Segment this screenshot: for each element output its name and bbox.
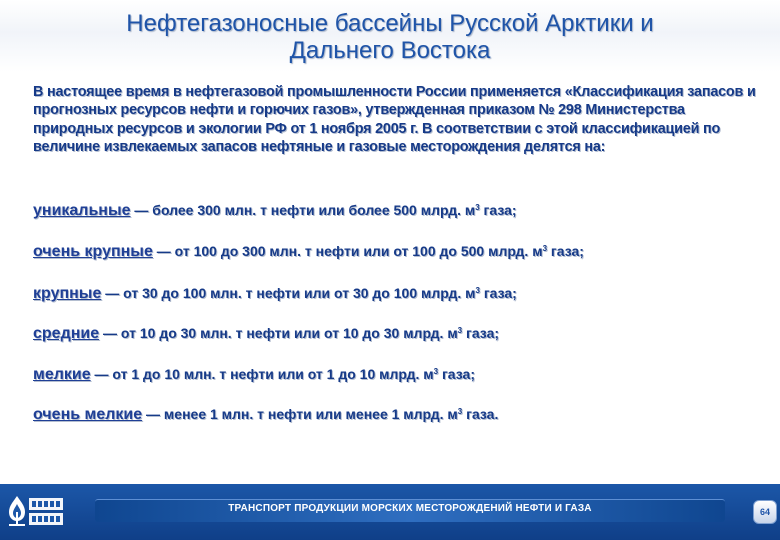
category-term: крупные <box>33 285 102 302</box>
category-very-small <box>33 403 768 424</box>
category-tail: газа; <box>479 285 517 301</box>
category-sup: 3 <box>542 244 548 253</box>
category-desc: — более 300 млн. т нефти или более 500 млрд. м <box>130 202 476 218</box>
category-sup: 3 <box>457 407 463 416</box>
flame-icon <box>9 496 25 526</box>
category-sup: 3 <box>433 367 439 376</box>
category-sup: 3 <box>475 203 480 212</box>
page-title-line2: Дальнего Востока <box>289 37 491 64</box>
category-term: очень крупные <box>33 243 153 260</box>
category-unique <box>33 199 768 220</box>
category-sup: 3 <box>475 286 480 295</box>
category-term: уникальные <box>33 202 131 219</box>
category-desc: — от 100 до 300 млн. т нефти или от 100 до 500 млрд. м <box>152 243 543 259</box>
category-tail: газа; <box>479 202 517 218</box>
category-medium <box>33 322 768 343</box>
category-tail: газа; <box>438 366 475 382</box>
footer-title: ТРАНСПОРТ ПРОДУКЦИИ МОРСКИХ МЕСТОРОЖДЕНИЙ НЕФТИ И ГАЗА <box>228 503 592 514</box>
page-title-line1: Нефтегазоносные бассейны Русской Арктики и <box>126 10 654 37</box>
category-term: мелкие <box>33 366 91 383</box>
category-desc: — от 30 до 100 млн. т нефти или от 30 до 100 млрд. м <box>101 285 476 301</box>
category-large <box>33 282 768 303</box>
category-desc: — от 1 до 10 млн. т нефти или от 1 до 10 млрд. м <box>90 366 434 382</box>
category-tail: газа. <box>462 406 499 422</box>
category-desc: — от 10 до 30 млн. т нефти или от 10 до 30 млрд. м <box>99 325 458 341</box>
company-logo <box>3 488 67 536</box>
category-sup: 3 <box>457 326 463 335</box>
category-very-large <box>33 240 768 261</box>
category-term: очень мелкие <box>33 406 143 423</box>
category-desc: — менее 1 млн. т нефти или менее 1 млрд. м <box>142 406 458 422</box>
category-small <box>33 363 768 384</box>
page-number-badge: 64 <box>753 500 777 524</box>
category-tail: газа; <box>547 243 584 259</box>
page-title <box>60 10 720 64</box>
category-tail: газа; <box>462 325 500 341</box>
category-term: средние <box>33 325 100 342</box>
intro-paragraph: В настоящее время в нефтегазовой промышленности России применяется «Классификация запасов и прогнозных ресурсов нефти и горючих газов», утвержденная приказом № 298 Министерства природных ресурсов и экологии РФ от 1 ноября 2005 г. В соответствии с этой классификацией по величине извлекаемых запасов нефтяные и газовые месторождения делятся на: <box>33 84 756 156</box>
